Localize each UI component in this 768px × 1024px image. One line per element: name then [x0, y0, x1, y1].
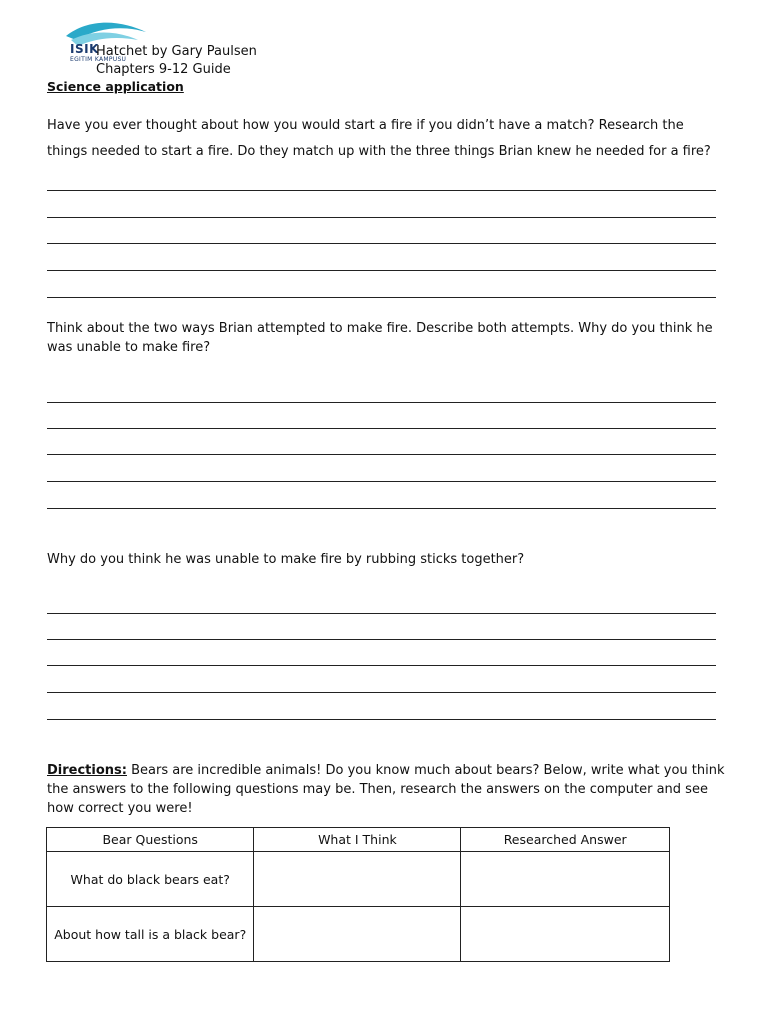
- book-title: Hatchet by Gary Paulsen: [96, 44, 257, 59]
- header-what-i-think: What I Think: [254, 828, 461, 852]
- answer-line[interactable]: [47, 190, 716, 191]
- bear-question-cell: About how tall is a black bear?: [47, 907, 254, 962]
- chapter-guide: Chapters 9-12 Guide: [96, 62, 231, 77]
- header-researched-answer: Researched Answer: [461, 828, 670, 852]
- bear-question-cell: What do black bears eat?: [47, 852, 254, 907]
- researched-answer-cell[interactable]: [461, 852, 670, 907]
- answer-line[interactable]: [47, 297, 716, 298]
- bear-questions-table: [46, 827, 670, 962]
- answer-line[interactable]: [47, 243, 716, 244]
- what-i-think-cell[interactable]: [254, 852, 461, 907]
- question-1: Have you ever thought about how you would start a fire if you didn’t have a match? Research the things needed to start a fire. Do they match up with the three things Brian knew he needed for a fire?: [47, 118, 711, 159]
- question-2: Think about the two ways Brian attempted to make fire. Describe both attempts. Why do you think he was unable to make fire?: [47, 321, 713, 355]
- directions-text: Bears are incredible animals! Do you know much about bears? Below, write what you think the answers to the following questions may be. Then, research the answers on the computer and see how correct you were!: [47, 763, 725, 816]
- what-i-think-cell[interactable]: [254, 907, 461, 962]
- answer-line[interactable]: [47, 270, 716, 271]
- directions-label: Directions:: [47, 763, 127, 778]
- researched-answer-cell[interactable]: [461, 907, 670, 962]
- answer-line[interactable]: [47, 665, 716, 666]
- answer-line[interactable]: [47, 428, 716, 429]
- section-title: Science application: [47, 79, 184, 94]
- logo-name: ISIK: [70, 42, 99, 56]
- answer-line[interactable]: [47, 692, 716, 693]
- answer-line[interactable]: [47, 613, 716, 614]
- school-logo: [46, 18, 156, 68]
- table-row: [47, 907, 670, 962]
- answer-line[interactable]: [47, 719, 716, 720]
- table-header-row: [47, 828, 670, 852]
- answer-line[interactable]: [47, 402, 716, 403]
- directions: [47, 761, 727, 818]
- answer-line[interactable]: [47, 639, 716, 640]
- answer-line[interactable]: [47, 508, 716, 509]
- answer-line[interactable]: [47, 454, 716, 455]
- answer-line[interactable]: [47, 217, 716, 218]
- table-row: [47, 852, 670, 907]
- answer-line[interactable]: [47, 481, 716, 482]
- question-3: Why do you think he was unable to make fire by rubbing sticks together?: [47, 552, 525, 567]
- logo-subtitle: EGITIM KAMPUSU: [70, 56, 127, 63]
- header-bear-questions: Bear Questions: [47, 828, 254, 852]
